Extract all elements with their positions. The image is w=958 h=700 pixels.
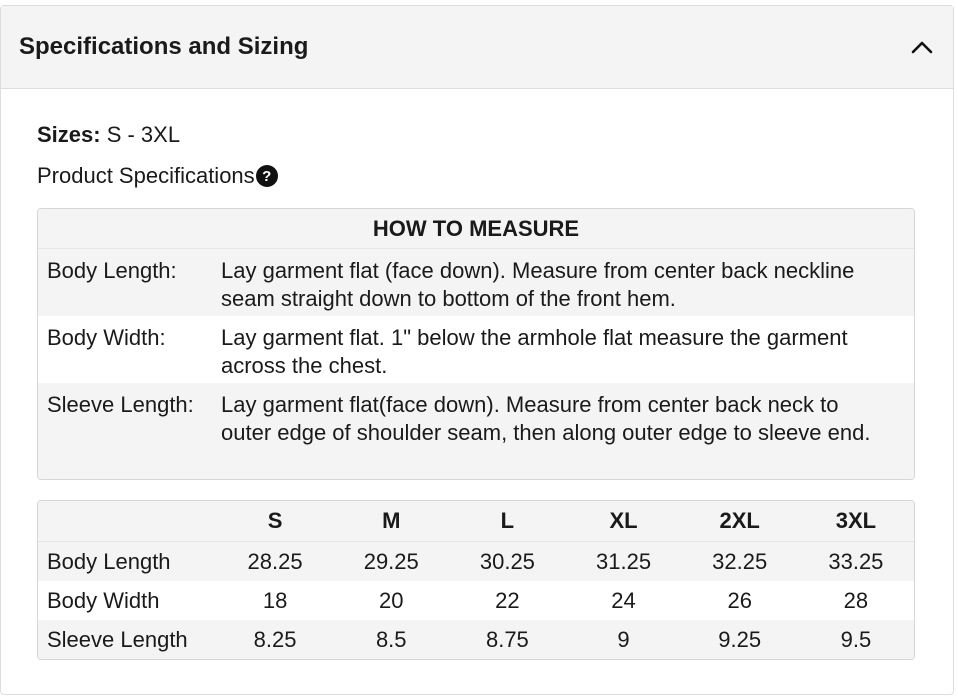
table-cell: 8.25 bbox=[217, 620, 333, 659]
measure-row-body-width bbox=[38, 316, 914, 383]
sizes-label: Sizes: bbox=[37, 122, 101, 147]
size-chart-header-row bbox=[38, 501, 914, 542]
table-cell: 9.25 bbox=[682, 620, 798, 659]
table-row bbox=[38, 542, 914, 582]
table-cell: 31.25 bbox=[565, 542, 681, 582]
table-cell: 18 bbox=[262, 587, 288, 613]
measure-row-body-length bbox=[38, 249, 914, 316]
size-column-header: L bbox=[449, 501, 565, 542]
row-label: Sleeve Length bbox=[38, 620, 217, 659]
chevron-up-icon[interactable] bbox=[909, 34, 935, 60]
table-cell: 9 bbox=[565, 620, 681, 659]
size-chart-corner bbox=[38, 501, 217, 542]
how-to-measure-table bbox=[37, 208, 915, 480]
specifications-panel-header[interactable] bbox=[1, 6, 953, 89]
measure-label: Body Length: bbox=[47, 258, 177, 283]
measure-label: Sleeve Length: bbox=[47, 392, 194, 417]
measure-text: Lay garment flat(face down). Measure from center back neck to outer edge of shoulder seam, then along outer edge to sleeve end. bbox=[221, 392, 871, 445]
measure-label: Body Width: bbox=[47, 325, 166, 350]
table-row bbox=[38, 620, 914, 659]
row-label: Body Length bbox=[38, 542, 217, 582]
table-cell: 26 bbox=[727, 587, 752, 613]
sizes-line bbox=[37, 122, 180, 148]
size-column-header: S bbox=[217, 501, 333, 542]
table-cell: 24 bbox=[611, 587, 636, 613]
measure-row-sleeve-length bbox=[38, 383, 914, 479]
question-icon[interactable]: ? bbox=[256, 165, 278, 187]
table-cell: 29.25 bbox=[333, 542, 449, 582]
size-column-header: M bbox=[333, 501, 449, 542]
panel-title: Specifications and Sizing bbox=[19, 33, 309, 60]
table-cell: 33.25 bbox=[798, 542, 914, 582]
table-cell: 28.25 bbox=[217, 542, 333, 582]
measure-text: Lay garment flat (face down). Measure from center back neckline seam straight down to bottom of the front hem. bbox=[221, 258, 855, 311]
table-cell: 22 bbox=[495, 587, 520, 613]
product-specifications-line bbox=[37, 163, 278, 189]
product-specifications-label: Product Specifications bbox=[37, 163, 255, 188]
table-cell: 28 bbox=[843, 587, 869, 613]
size-column-header: 3XL bbox=[798, 501, 914, 542]
table-cell: 8.5 bbox=[333, 620, 449, 659]
measure-text: Lay garment flat. 1" below the armhole flat measure the garment across the chest. bbox=[221, 325, 848, 378]
how-to-measure-title: HOW TO MEASURE bbox=[38, 209, 914, 249]
size-chart-table bbox=[37, 500, 915, 660]
table-cell: 30.25 bbox=[449, 542, 565, 582]
size-column-header: XL bbox=[565, 501, 681, 542]
table-cell: 32.25 bbox=[682, 542, 798, 582]
table-row bbox=[38, 581, 914, 620]
table-cell: 9.5 bbox=[798, 620, 914, 659]
row-label: Body Width bbox=[47, 587, 160, 613]
table-cell: 20 bbox=[378, 587, 404, 613]
sizes-value: S - 3XL bbox=[100, 122, 181, 147]
size-column-header: 2XL bbox=[682, 501, 798, 542]
table-cell: 8.75 bbox=[449, 620, 565, 659]
